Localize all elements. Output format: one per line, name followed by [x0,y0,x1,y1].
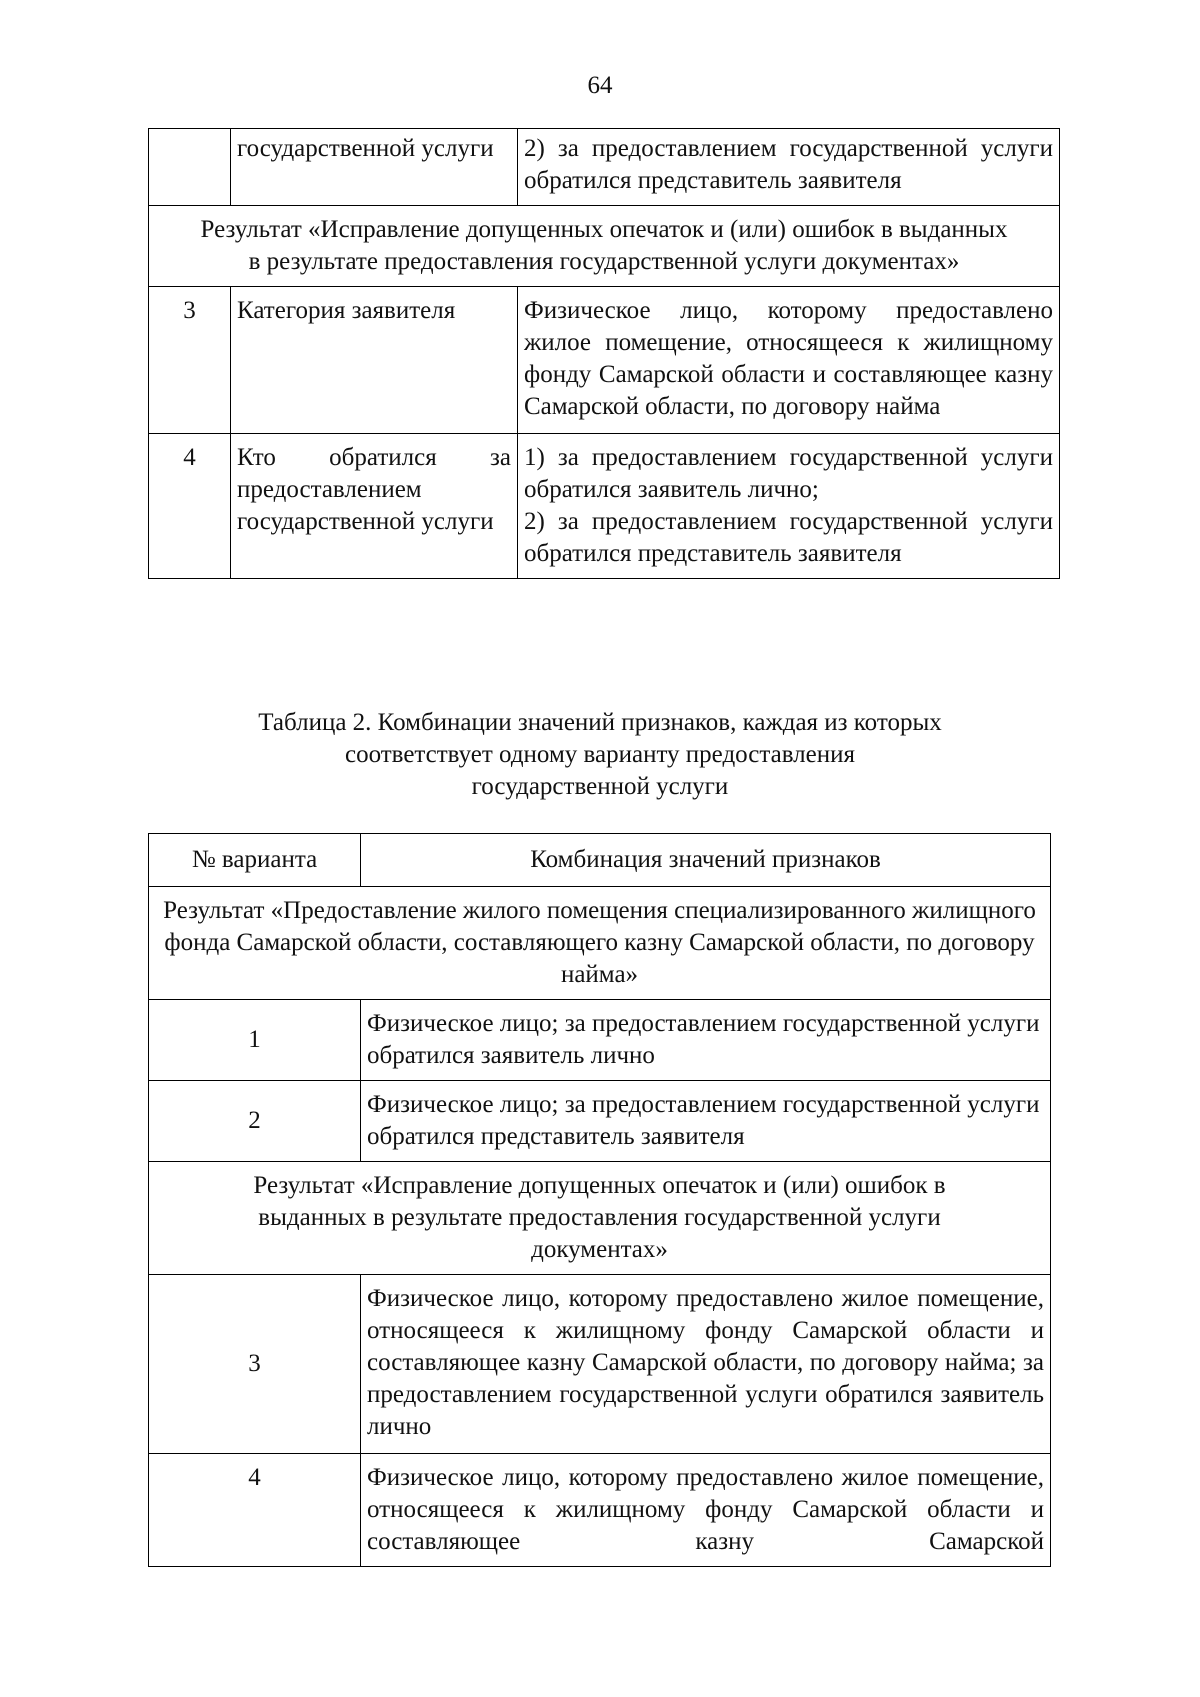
column-header-combination: Комбинация значений признаков [361,834,1051,887]
criterion-value-cell: Физическое лицо, которому предоставлено жилое помещение, относящееся к жилищному фонду Самарской области и составляющее казну Самарской области, по договору найма [518,287,1060,434]
table-2 [148,833,1051,1567]
combination-cell: Физическое лицо, которому предоставлено жилое помещение, относящееся к жилищному фонду Самарской области и составляющее казну Самарской области, по договору найма; за предоставлением государственной услуги обратился заявитель лично [361,1275,1051,1454]
variant-number-cell: 3 [149,1275,361,1454]
column-header-variant: № варианта [149,834,361,887]
caption-line: Таблица 2. Комбинации значений признаков, каждая из которых [258,709,942,736]
table-row [149,287,1060,434]
table-row [149,1275,1051,1454]
variant-number-cell: 4 [149,1454,361,1567]
criterion-value-cell [518,434,1060,579]
table-row [149,1454,1051,1567]
caption-line: соответствует одному варианту предоставления [344,741,856,768]
table-row [149,1081,1051,1162]
variant-number-cell: 2 [149,1081,361,1162]
row-number-cell [149,129,231,206]
table-row [149,129,1060,206]
combination-cell: Физическое лицо, которому предоставлено жилое помещение, относящееся к жилищному фонду Самарской области и составляющее казну Самарской [361,1454,1051,1567]
criterion-cell: государственной услуги [231,129,518,206]
result-header-row [149,887,1051,1000]
result-header-row [149,206,1060,287]
table-row [149,434,1060,579]
value-line-1: 1) за предоставлением государственной услуги обратился заявитель лично; [524,444,1053,503]
result-header: Результат «Исправление допущенных опечаток и (или) ошибок в выданных в результате предоставления государственной услуги документах» [149,1162,1051,1275]
criterion-value-cell: 2) за предоставлением государственной услуги обратился представитель заявителя [518,129,1060,206]
value-line-2: 2) за предоставлением государственной услуги обратился представитель заявителя [524,508,1053,567]
combination-cell: Физическое лицо; за предоставлением государственной услуги обратился представитель заявителя [361,1081,1051,1162]
result-header: Результат «Исправление допущенных опечаток и (или) ошибок в выданных в результате предоставления государственной услуги документах» [149,206,1060,287]
row-number-cell: 3 [149,287,231,434]
combination-cell: Физическое лицо; за предоставлением государственной услуги обратился заявитель лично [361,1000,1051,1081]
table-2-caption [180,707,1020,803]
result-header-row [149,1162,1051,1275]
criterion-cell: Категория заявителя [231,287,518,434]
table-header-row [149,834,1051,887]
result-header: Результат «Предоставление жилого помещения специализированного жилищного фонда Самарской области, составляющего казну Самарской области, по договору найма» [149,887,1051,1000]
row-number-cell: 4 [149,434,231,579]
page-number: 64 [587,72,613,99]
criterion-cell: Кто обратился за предоставлением государственной услуги [231,434,518,579]
caption-line: государственной услуги [471,773,729,800]
table-1-continued [148,128,1060,579]
table-row [149,1000,1051,1081]
variant-number-cell: 1 [149,1000,361,1081]
